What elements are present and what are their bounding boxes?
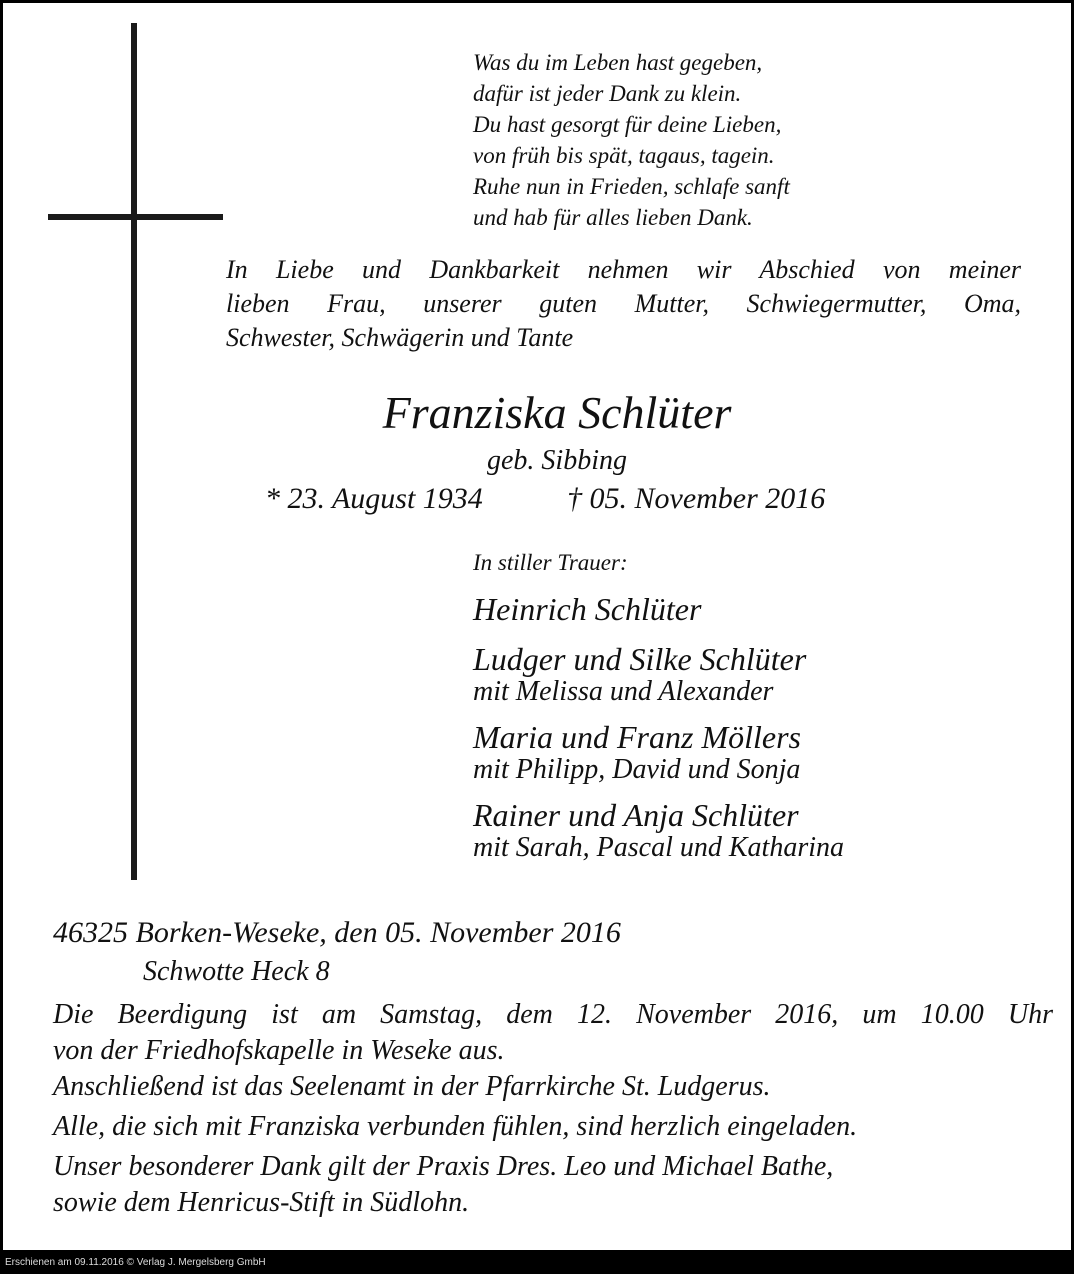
farewell-intro — [226, 253, 1021, 355]
publication-footer: Erschienen am 09.11.2016 © Verlag J. Mergelsberg GmbH — [5, 1257, 266, 1268]
mourner-family: mit Philipp, David und Sonja — [473, 754, 801, 785]
mourner-name: Ludger und Silke Schlüter — [473, 641, 807, 677]
poem-line: Ruhe nun in Frieden, schlafe sanft — [473, 174, 790, 199]
funeral-line: von der Friedhofskapelle in Weseke aus. — [53, 1035, 505, 1066]
poem-line: Was du im Leben hast gegeben, — [473, 50, 763, 75]
intro-line: lieben Frau, unserer guten Mutter, Schwiegermutter, Oma, — [226, 289, 1021, 318]
place-and-date: 46325 Borken-Weseke, den 05. November 2016 — [53, 916, 621, 949]
mourners-heading: In stiller Trauer: — [473, 550, 628, 575]
thanks-line: Unser besonderer Dank gilt der Praxis Dres. Leo und Michael Bathe, — [53, 1151, 834, 1182]
poem-line: dafür ist jeder Dank zu klein. — [473, 81, 742, 106]
deceased-name: Franziska Schlüter — [382, 387, 732, 438]
invitation-text: Alle, die sich mit Franziska verbunden fühlen, sind herzlich eingeladen. — [53, 1111, 858, 1142]
obituary-notice — [3, 3, 1071, 1250]
maiden-name: geb. Sibbing — [487, 445, 627, 476]
mourner-family: mit Sarah, Pascal und Katharina — [473, 832, 845, 863]
mourner-name: Rainer und Anja Schlüter — [473, 797, 799, 833]
thanks-line: sowie dem Henricus-Stift in Südlohn. — [53, 1187, 470, 1218]
poem-line: Du hast gesorgt für deine Lieben, — [473, 112, 782, 137]
intro-line: Schwester, Schwägerin und Tante — [226, 323, 574, 352]
poem-line: und hab für alles lieben Dank. — [473, 205, 753, 230]
mourners-list — [473, 543, 844, 865]
mourner-name: Heinrich Schlüter — [473, 591, 702, 627]
mourner-family: mit Melissa und Alexander — [473, 676, 774, 707]
street-address: Schwotte Heck 8 — [143, 956, 330, 987]
funeral-line: Anschließend ist das Seelenamt in der Pfarrkirche St. Ludgerus. — [53, 1071, 771, 1102]
funeral-line: Die Beerdigung ist am Samstag, dem 12. November 2016, um 10.00 Uhr — [53, 999, 1053, 1030]
funeral-details — [53, 997, 1053, 1221]
memorial-poem — [473, 47, 790, 233]
birth-date: * 23. August 1934 — [265, 482, 483, 515]
poem-line: von früh bis spät, tagaus, tagein. — [473, 143, 775, 168]
cross-icon-horizontal-beam — [48, 214, 223, 220]
death-date: † 05. November 2016 — [567, 482, 826, 515]
mourner-name: Maria und Franz Möllers — [473, 719, 801, 755]
intro-line: In Liebe und Dankbarkeit nehmen wir Abschied von meiner — [226, 255, 1021, 284]
